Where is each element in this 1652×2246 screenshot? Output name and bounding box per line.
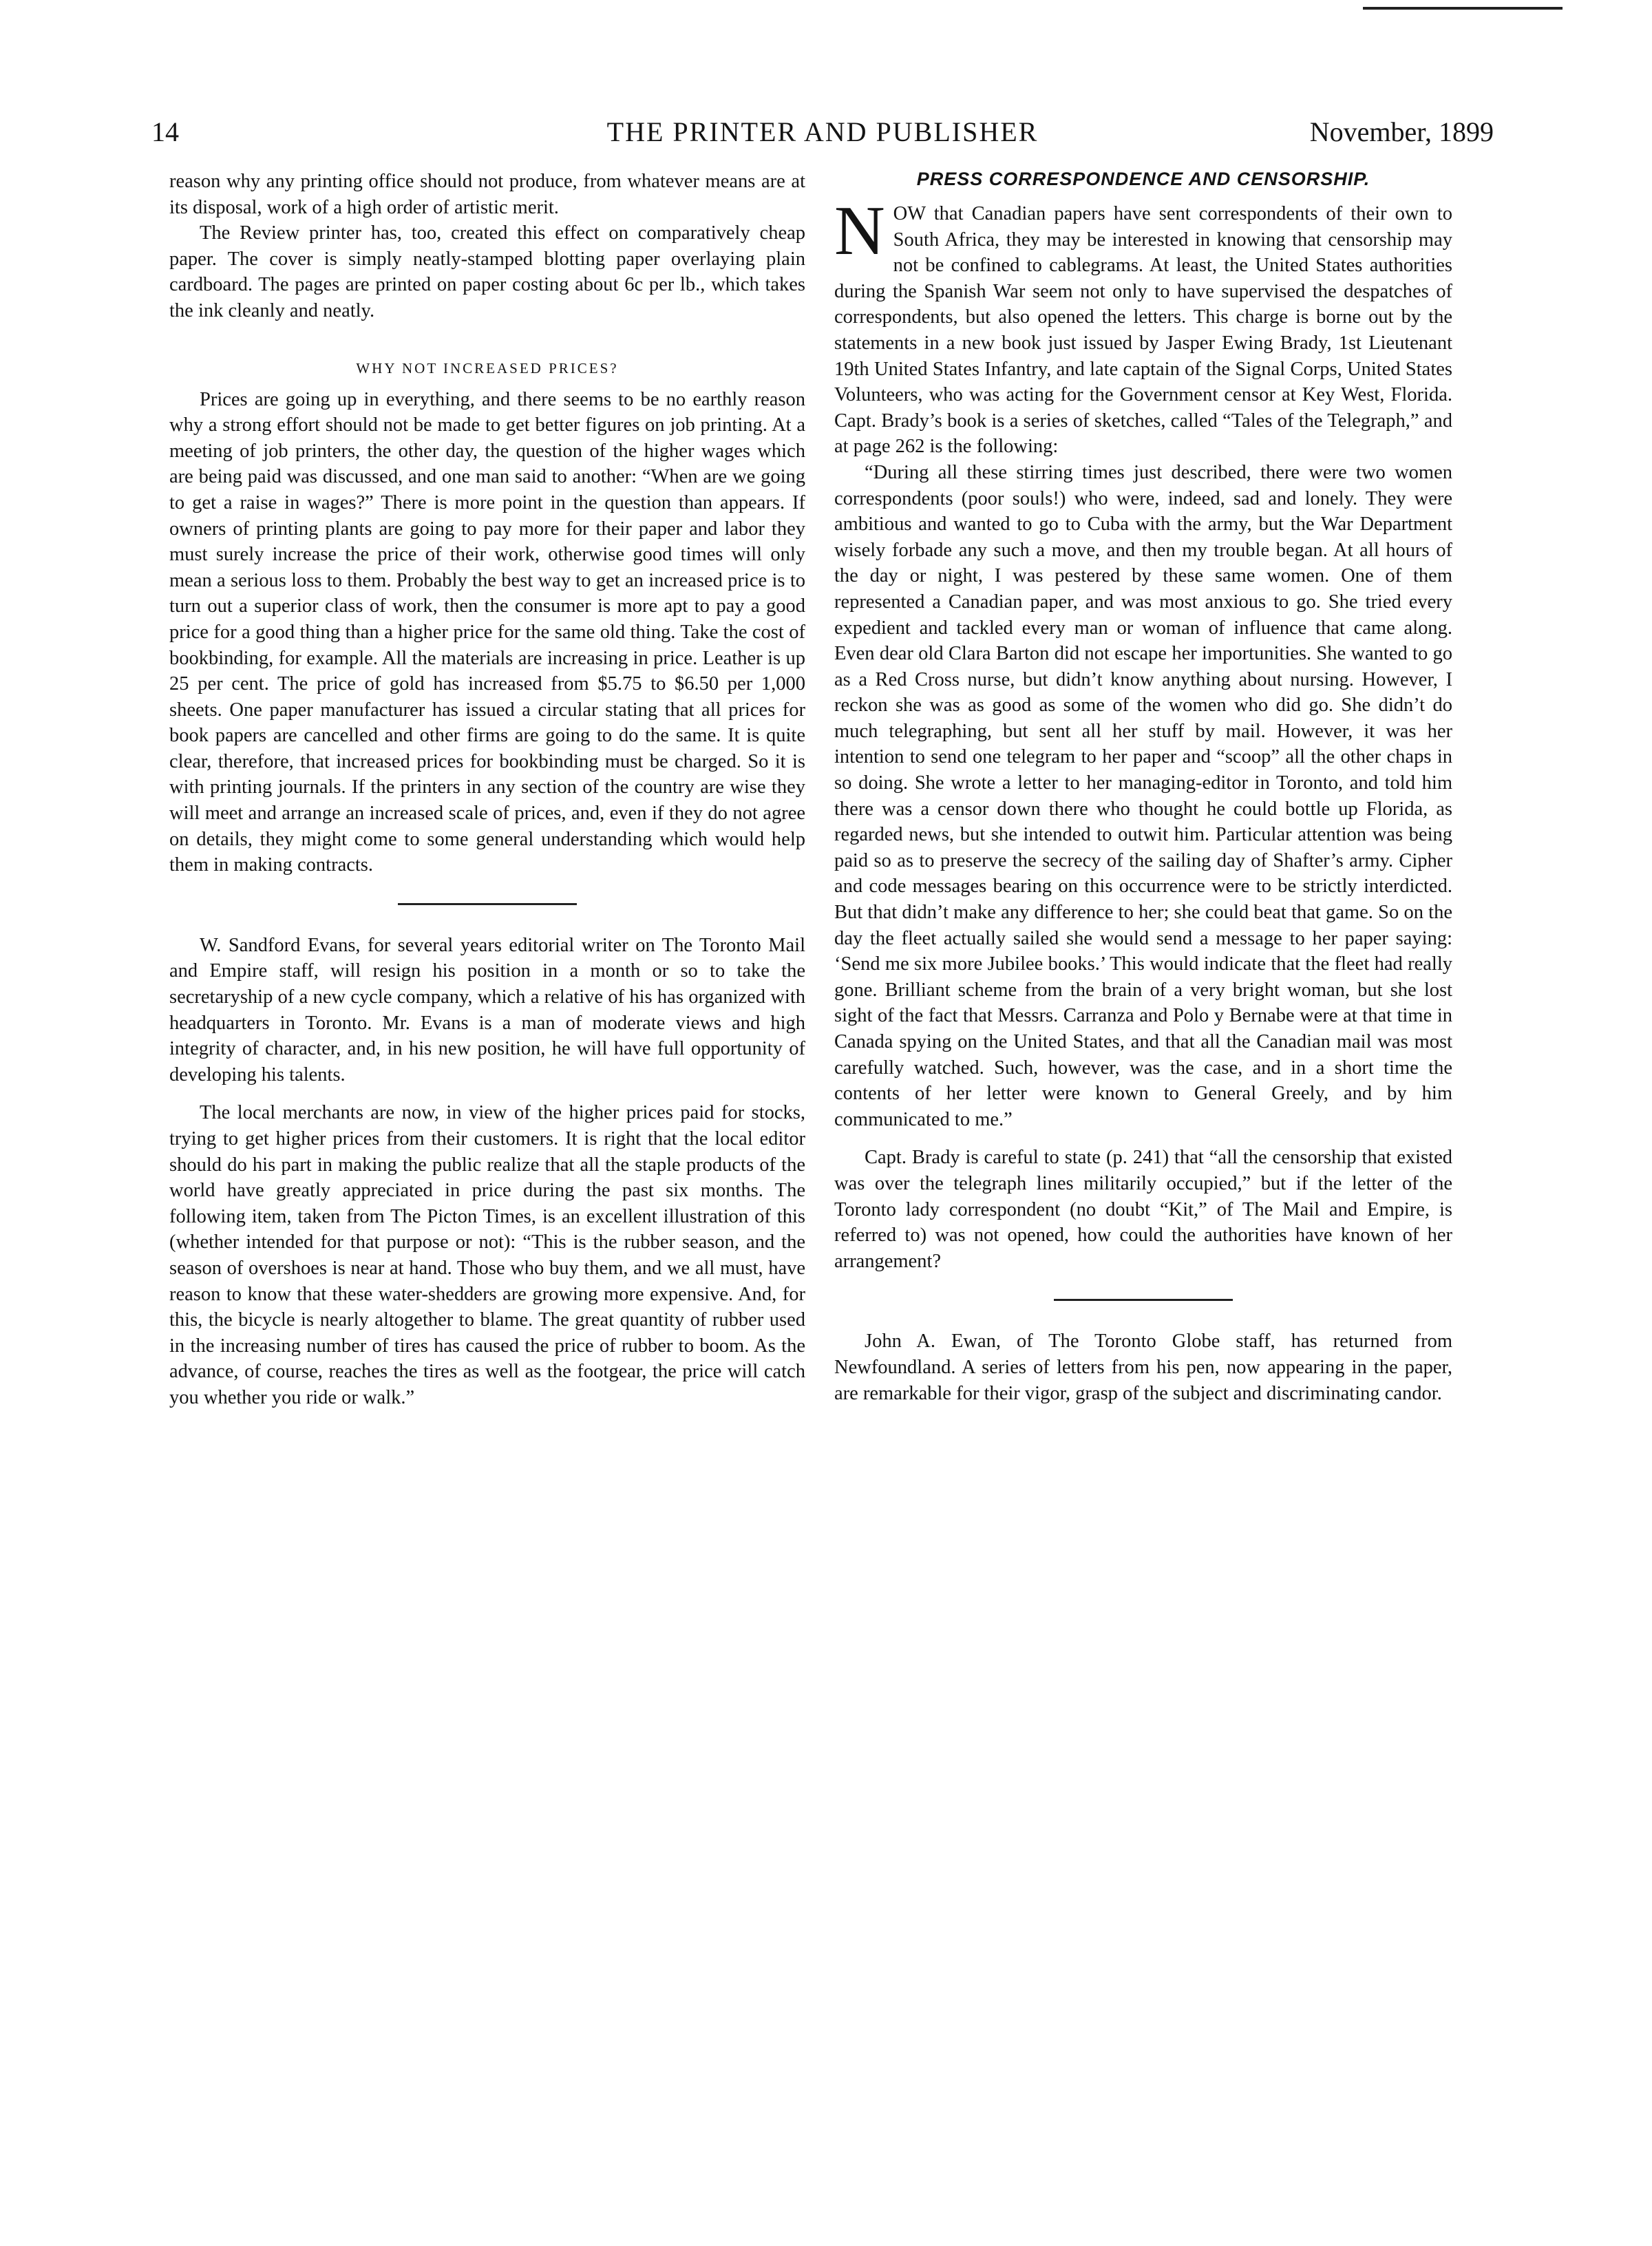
section-divider	[398, 903, 577, 905]
issue-date: November, 1899	[1309, 116, 1494, 147]
section-divider	[1054, 1299, 1233, 1301]
section-title-increased-prices: WHY NOT INCREASED PRICES?	[356, 359, 619, 377]
left-paragraph-2: The Review printer has, too, created this effect on comparatively cheap paper. The cover is simply neatly-stamped blotting paper overlaying plain cardboard. The pages are printed on paper costing about 6c per lb., which takes the ink cleanly and neatly.	[169, 222, 805, 321]
left-paragraph-5: The local merchants are now, in view of the higher prices paid for stocks, trying to get higher prices from their customers. It is right that the local editor should do his part in making the public realize that all the staple products of the world have greatly appreciated in price during the past six months. The following item, taken from The Picton Times, is an excellent illustration of this (whether intended for that purpose or not): “This is the rubber season, and the season of overshoes is near at hand. Those who buy them, and we all must, have reason to know that these water-shedders are growing more expensive. And, for this, the bicycle is nearly altogether to blame. The great quantity of rubber used in the increasing number of tires has caused the price of rubber to boom. As the advance, of course, reaches the tires as well as the footgear, the price will catch you whether you ride or walk.”	[169, 1102, 805, 1408]
left-paragraph-1: reason why any printing office should not produce, from whatever means are at its disposal, work of a high order of artistic merit.	[169, 171, 805, 218]
right-paragraph-4: John A. Ewan, of The Toronto Globe staff, has returned from Newfoundland. A series of letters from his pen, now appearing in the paper, are remarkable for their vigor, grasp of the subject and discriminating candor.	[834, 1331, 1452, 1404]
right-paragraph-3: Capt. Brady is careful to state (p. 241) that “all the censorship that existed was over the telegraph lines militarily occupied,” but if the letter of the Toronto lady correspondent (no doubt “Kit,” of The Mail and Empire, is referred to) was not opened, how could the authorities have known of her arrangement?	[834, 1147, 1452, 1272]
page-header	[151, 116, 1494, 157]
left-paragraph-4: W. Sandford Evans, for several years editorial writer on The Toronto Mail and Empire staff, will resign his position in a month or so to take the secretaryship of a new cycle company, which a relative of his has organized with headquarters in Toronto. Mr. Evans is a man of moderate views and high integrity of character, and, in his new position, he will have full opportunity of developing his talents.	[169, 934, 805, 1085]
left-column	[169, 169, 805, 2199]
right-paragraph-1	[834, 192, 1452, 460]
right-column	[834, 169, 1452, 2199]
drop-cap: N	[834, 192, 885, 270]
publication-title: THE PRINTER AND PUBLISHER	[606, 116, 1039, 147]
section-title-press-censorship: PRESS CORRESPONDENCE AND CENSORSHIP.	[916, 169, 1370, 189]
top-edge-rule	[1363, 7, 1563, 10]
right-paragraph-1-text: OW that Canadian papers have sent correspondents of their own to South Africa, they may be interested in knowing that censorship may not be confined to cablegrams. At least, the United States authorities during the Spanish War seem not only to have supervised the despatches of correspondents, but also opened the letters. This charge is borne out by the statements in a new book just issued by Jasper Ewing Brady, 1st Lieutenant 19th United States Infantry, and late captain of the Signal Corps, United States Volunteers, who was acting for the Government censor at Key West, Florida. Capt. Brady’s book is a series of sketches, called “Tales of the Telegraph,” and at page 262 is the following:	[834, 203, 1452, 458]
right-paragraph-2: “During all these stirring times just described, there were two women correspondents (poor souls!) who were, indeed, sad and lonely. They were ambitious and wanted to go to Cuba with the army, but the War Department wisely forbade any such a move, and then my trouble began. At all hours of the day or night, I was pestered by these same women. One of them represented a Canadian paper, and was most anxious to go. She tried every expedient and tackled every man or woman of influence that came along. Even dear old Clara Barton did not escape her importunities. She wanted to go as a Red Cross nurse, but didn’t know anything about nursing. However, I reckon she was as good as some of the women who did go. She didn’t do much telegraphing, but sent all her stuff by mail. However, it was her intention to send one telegram to her paper and “scoop” all the other chaps in so doing. She wrote a letter to her managing-editor in Toronto, and told him there was a censor down there who thought he could bottle up Florida, as regarded news, but she intended to outwit him. Particular attention was being paid so as to preserve the secrecy of the sailing day of Shafter’s army. Cipher and code messages bearing on this occurrence were to be strictly interdicted. But that didn’t make any difference to her; she could beat that game. So on the day the fleet actually sailed she would send a message to her paper saying: ‘Send me six more Jubilee books.’ This would indicate that the fleet had really gone. Brilliant scheme from the brain of a very bright woman, but she lost sight of the fact that Messrs. Carranza and Polo y Bernabe were at that time in Canada spying on the United States, and that all the Canadian mail was most carefully watched. Such, however, was the case, and in a short time the contents of her letter were known to General Greely, and by him communicated to me.”	[834, 461, 1452, 1130]
left-paragraph-3: Prices are going up in everything, and there seems to be no earthly reason why a strong effort should not be made to get better figures on job printing. At a meeting of job printers, the other day, the question of the higher wages which are being paid was discussed, and one man said to another: “When are we going to get a raise in wages?” There is more point in the question than appears. If owners of printing plants are going to pay more for their paper and labor they must surely increase the price of their work, otherwise good times will only mean a serious loss to them. Probably the best way to get an increased price is to turn out a superior class of work, then the consumer is more apt to pay a good price for a good thing than a higher price for the same old thing. Take the cost of bookbinding, for example. All the materials are increasing in price. Leather is up 25 per cent. The price of gold has increased from $5.75 to $6.50 per 1,000 sheets. One paper manufacturer has issued a circular stating that all prices for book papers are cancelled and other firms are going to do the same. It is quite clear, therefore, that increased prices for bookbinding must be charged. So it is with printing journals. If the printers in any section of the country are wise they will meet and arrange an increased scale of prices, and, even if they do not agree on details, they might come to some general understanding which would help them in making contracts.	[169, 388, 805, 876]
page-number: 14	[151, 116, 179, 147]
